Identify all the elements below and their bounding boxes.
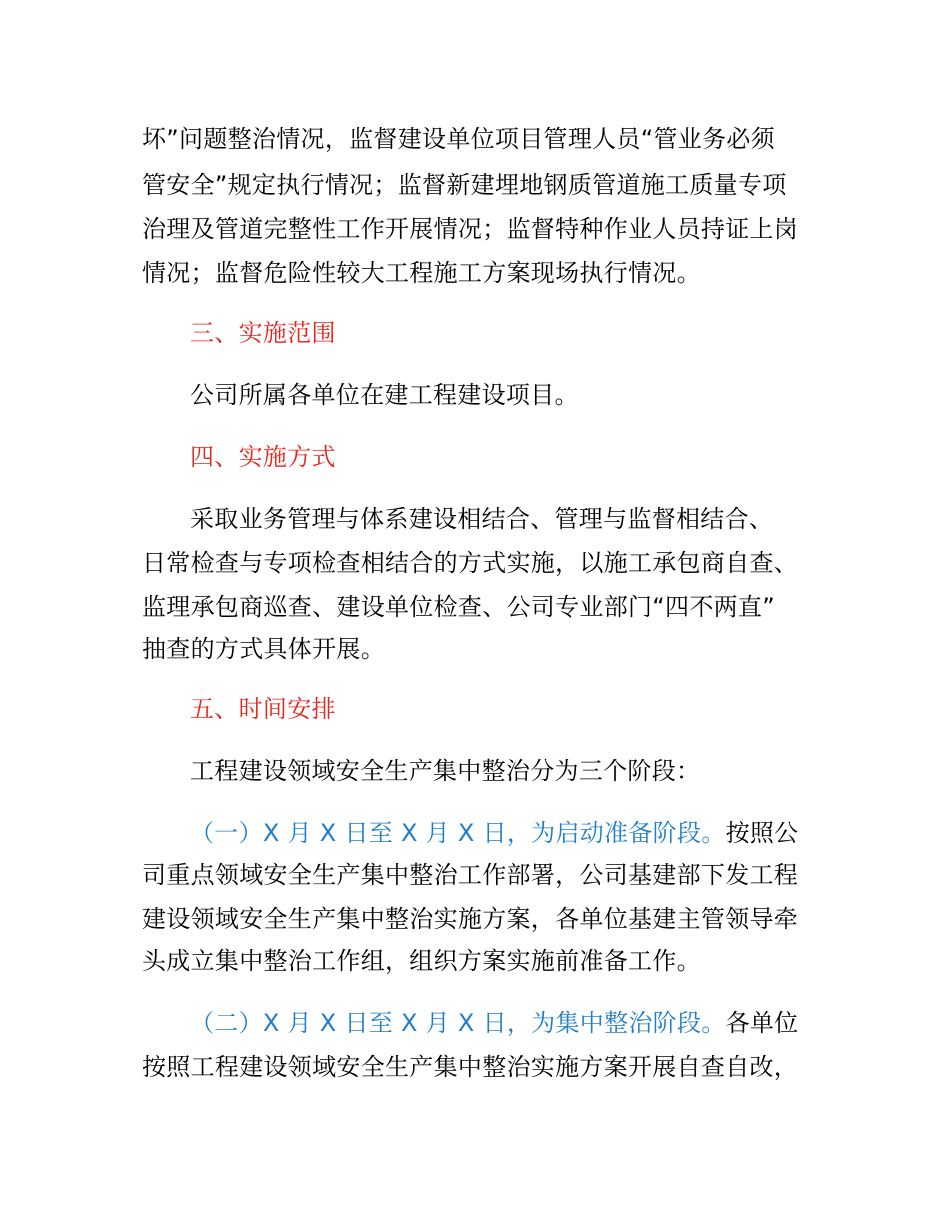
phase2-first-rest: 各单位 bbox=[725, 1009, 799, 1037]
phase2-highlight: （二）X 月 X 日至 X 月 X 日，为集中整治阶段。 bbox=[190, 1009, 726, 1037]
method-line-4: 抽查的方式具体开展。 bbox=[142, 635, 385, 663]
section-heading-method: 四、实施方式 bbox=[190, 443, 336, 471]
phase1-highlight: （一）X 月 X 日至 X 月 X 日，为启动准备阶段。 bbox=[190, 819, 726, 847]
phase1-first-rest: 按照公 bbox=[725, 819, 799, 847]
intro-line-4: 情况；监督危险性较大工程施工方案现场执行情况。 bbox=[142, 259, 701, 287]
method-line-2: 日常检查与专项检查相结合的方式实施，以施工承包商自查、 bbox=[142, 549, 799, 577]
scope-text: 公司所属各单位在建工程建设项目。 bbox=[190, 381, 579, 409]
intro-line-1: 坏”问题整治情况，监督建设单位项目管理人员“管业务必须 bbox=[142, 125, 775, 153]
intro-line-2: 管安全”规定执行情况；监督新建埋地钢质管道施工质量专项 bbox=[142, 171, 787, 199]
phase2-line-2: 按照工程建设领域安全生产集中整治实施方案开展自查自改， bbox=[142, 1053, 799, 1081]
method-line-3: 监理承包商巡查、建设单位检查、公司专业部门“四不两直” bbox=[142, 593, 775, 621]
phase1-line-4: 头成立集中整治工作组，组织方案实施前准备工作。 bbox=[142, 947, 701, 975]
method-line-1: 采取业务管理与体系建设相结合、管理与监督相结合、 bbox=[190, 505, 774, 533]
phase1-line-2: 司重点领域安全生产集中整治工作部署，公司基建部下发工程 bbox=[142, 861, 799, 889]
intro-line-3: 治理及管道完整性工作开展情况；监督特种作业人员持证上岗 bbox=[142, 215, 799, 243]
phase1-first-line bbox=[190, 818, 798, 848]
section-heading-scope: 三、实施范围 bbox=[190, 319, 336, 347]
section-heading-schedule: 五、时间安排 bbox=[190, 695, 336, 723]
phase1-line-3: 建设领域安全生产集中整治实施方案，各单位基建主管领导牵 bbox=[142, 905, 799, 933]
schedule-intro: 工程建设领域安全生产集中整治分为三个阶段： bbox=[190, 757, 701, 785]
phase2-first-line bbox=[190, 1008, 798, 1038]
